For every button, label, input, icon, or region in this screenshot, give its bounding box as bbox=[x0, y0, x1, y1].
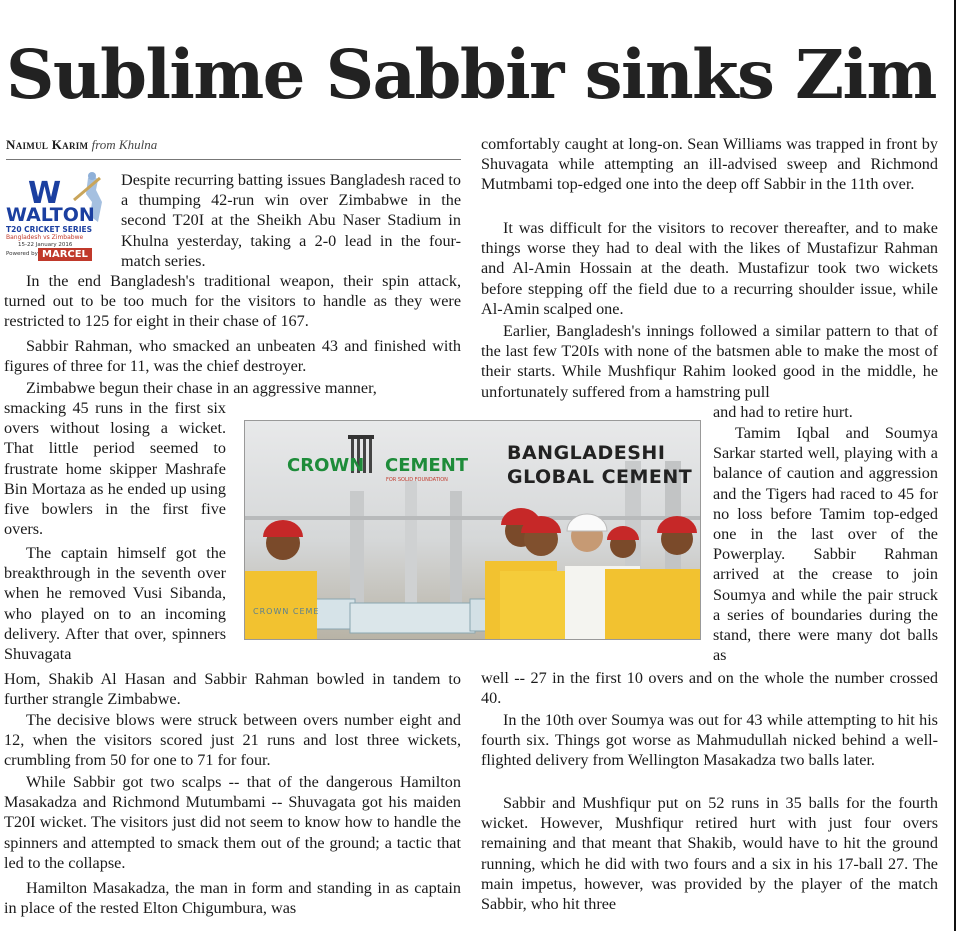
paragraph: The decisive blows were struck between overs number eight and 12, when the visitors scored just 21 runs and lost three wickets, crumbling from 50 for one to 71 for four. bbox=[4, 711, 461, 770]
paragraph: and had to retire hurt. bbox=[713, 403, 853, 421]
paragraph: The captain himself got the breakthrough in the seventh over when he removed Vusi Sibanda, who played on to an incoming delivery. After that over, spinners Shuvagata bbox=[4, 544, 226, 664]
paragraph: comfortably caught at long-on. Sean Williams was trapped in front by Shuvagata while attempting an ill-advised sweep and Richmond Mutmbami top-edged one into the deep off Sabbir in the 11th over. bbox=[481, 135, 938, 194]
paragraph: Zimbabwe begun their chase in an aggressive manner, bbox=[26, 379, 377, 397]
byline-author: Naimul Karim bbox=[6, 137, 89, 152]
paragraph: In the 10th over Soumya was out for 43 while attempting to hit his fourth six. Things got worse as Mahmudullah nicked behind a well-flighted delivery from Wellington Masakadza two balls later. bbox=[481, 711, 938, 770]
logo-powered-by: Powered by bbox=[6, 251, 38, 257]
paragraph: Sabbir Rahman, who smacked an unbeaten 43 and finished with figures of three for 11, was the chief destroyer. bbox=[4, 337, 461, 376]
logo-match: Bangladesh vs Zimbabwe bbox=[6, 234, 84, 241]
walton-w-mark: W bbox=[28, 176, 60, 211]
paragraph: Earlier, Bangladesh's innings followed a similar pattern to that of the last few T20Is with none of the batsmen able to make the most of their starts. While Mushfiqur Rahim looked good in the middle, he unfortunately suffered from a hamstring pull bbox=[481, 322, 938, 401]
column-rule-right bbox=[954, 0, 956, 931]
ad-brand-crown: CROWN bbox=[287, 455, 365, 476]
byline-divider bbox=[6, 159, 461, 160]
ad-brand-cement: CEMENT bbox=[385, 455, 469, 476]
logo-brand: WALTON bbox=[6, 204, 95, 226]
paragraph: Hom, Shakib Al Hasan and Sabbir Rahman bowled in tandem to further strangle Zimbabwe. bbox=[4, 670, 461, 709]
paragraph: Hamilton Masakadza, the man in form and standing in as captain in place of the rested Elton Chigumbura, was bbox=[4, 879, 461, 918]
ad-tagline: FOR SOLID FOUNDATION bbox=[386, 477, 448, 483]
headline: Sublime Sabbir sinks Zim bbox=[6, 35, 936, 114]
logo-dates: 15-22 January 2016 bbox=[18, 242, 73, 248]
byline-location: from Khulna bbox=[91, 137, 158, 152]
crown-cement-advertisement bbox=[244, 420, 701, 640]
paragraph: It was difficult for the visitors to recover thereafter, and to make things worse they had to deal with the likes of Mustafizur Rahman and Al-Amin Hossain at the death. Mustafizur took two wickets before stepping off the field due to a recurring shoulder issue, while Al-Amin scalped one. bbox=[481, 219, 938, 318]
paragraph: In the end Bangladesh's traditional weapon, their spin attack, turned out to be too much for the visitors to handle as they were restricted to 125 for eight in their chase of 167. bbox=[4, 272, 461, 331]
byline bbox=[6, 137, 157, 153]
paragraph-lede: Despite recurring batting issues Bangladesh raced to a thumping 42-run win over Zimbabwe in the second T20I at the Sheikh Abu Naser Stadium in Khulna yesterday, taking a 2-0 lead in the four-match series. bbox=[121, 171, 461, 270]
logo-series: T20 CRICKET SERIES bbox=[6, 225, 93, 234]
logo-sponsor: MARCEL bbox=[38, 248, 92, 261]
ad-slogan-line-2: GLOBAL CEMENT bbox=[507, 466, 693, 488]
paragraph: While Sabbir got two scalps -- that of the dangerous Hamilton Masakadza and Richmond Mutumbami -- Shuvagata got his maiden T20I wicket. The visitors just did not seem to know how to handle the spinners and attempted to smack them out of the ground; a tactic that led to the collapse. bbox=[4, 773, 461, 872]
paragraph: Sabbir and Mushfiqur put on 52 runs in 35 balls for the fourth wicket. However, Mushfiqur retired hurt with just four overs remaining and that meant that Shakib, would have to hit the ground running, which he did with two fours and a six in his 17-ball 27. The main impetus, however, was provided by the player of the match Sabbir, who hit three bbox=[481, 794, 938, 914]
series-logo bbox=[4, 170, 112, 266]
paragraph: well -- 27 in the first 10 overs and on the whole the number crossed 40. bbox=[481, 669, 938, 708]
ad-slogan-line-1: BANGLADESHI bbox=[507, 442, 666, 464]
paragraph: smacking 45 runs in the first six overs without losing a wicket. That little period seemed to frustrate home skipper Mashrafe Bin Mortaza as he ended up using five bowlers in the first five overs. bbox=[4, 399, 226, 539]
ad-bag-text: CROWN CEME bbox=[253, 607, 320, 616]
paragraph: Tamim Iqbal and Soumya Sarkar started well, playing with a balance of caution and aggression and the Tigers had raced to 45 for no loss before Tamim top-edged one in the last over of the Powerplay. Sabbir Rahman arrived at the crease to join Soumya and while the pair struck a series of boundaries during the stand, there were many dot balls as bbox=[713, 424, 938, 665]
ad-slogan bbox=[507, 441, 692, 489]
